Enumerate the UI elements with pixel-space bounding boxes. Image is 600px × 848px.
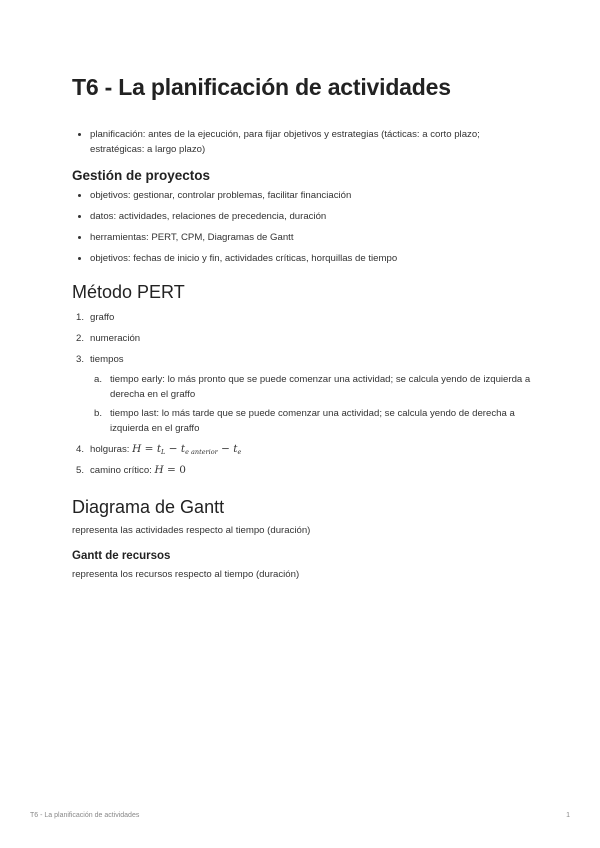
recursos-description: representa los recursos respecto al tiempo (duración) (72, 569, 300, 580)
math-symbol: H (154, 464, 164, 476)
list-item: objetivos: gestionar, controlar problemas, facilitar financiación (72, 188, 532, 203)
list-item: planificación: antes de la ejecución, para fijar objetivos y estrategias (tácticas: a corto plazo; estratégicas: a largo plazo) (72, 127, 532, 157)
document-content (72, 70, 532, 582)
list-number: 2. (76, 333, 85, 344)
list-number: 5. (76, 465, 85, 476)
math-operator: − (221, 443, 230, 455)
math-symbol: t (233, 443, 238, 455)
sub-list-item (90, 372, 532, 402)
page-title: T6 - La planificación de actividades (72, 74, 451, 100)
page-number: 1 (566, 812, 570, 819)
sub-list-item-text: tiempo early: lo más pronto que se puede comenzar una actividad; se calcula yendo de izquierda a derecha en el graffo (110, 374, 531, 400)
pert-list (72, 310, 532, 478)
list-item-text: graffo (90, 312, 115, 323)
list-item-text: numeración (90, 333, 141, 344)
gantt-description: representa las actividades respecto al tiempo (duración) (72, 525, 311, 536)
math-subscript: e anterior (185, 448, 218, 456)
page-footer (30, 812, 570, 819)
critico-formula (155, 464, 186, 476)
holgura-formula (132, 443, 241, 455)
math-operator: = (144, 443, 154, 455)
footer-title: T6 - La planificación de actividades (30, 812, 140, 819)
tiempos-sublist (90, 372, 532, 436)
math-symbol: H (132, 443, 142, 455)
list-item (72, 331, 532, 346)
math-symbol: t (156, 443, 162, 455)
list-item (72, 442, 532, 457)
list-item-text: camino crítico: (90, 465, 152, 476)
section-heading-recursos: Gantt de recursos (72, 550, 171, 562)
section-heading-gantt: Diagrama de Gantt (72, 497, 225, 517)
math-symbol: t (180, 443, 186, 455)
list-item (72, 463, 532, 478)
list-item-text: tiempos (90, 354, 124, 365)
list-letter: b. (94, 408, 103, 419)
list-item: objetivos: fechas de inicio y fin, actividades críticas, horquillas de tiempo (72, 251, 532, 266)
intro-list (72, 127, 532, 157)
math-operator: − (168, 443, 178, 455)
math-operator: = (167, 464, 176, 476)
list-number: 1. (76, 312, 85, 323)
section-heading-gestion: Gestión de proyectos (72, 168, 211, 183)
list-item: herramientas: PERT, CPM, Diagramas de Gantt (72, 230, 532, 245)
list-item (72, 310, 532, 325)
math-subscript: L (161, 448, 166, 456)
list-number: 3. (76, 354, 85, 365)
section-heading-pert: Método PERT (72, 282, 185, 302)
math-number: 0 (179, 464, 186, 476)
sub-list-item (90, 406, 532, 436)
list-letter: a. (94, 374, 103, 385)
gestion-list (72, 188, 532, 266)
list-number: 4. (76, 444, 85, 455)
list-item (72, 352, 532, 436)
list-item-text: holguras: (90, 444, 130, 455)
sub-list-item-text: tiempo last: lo más tarde que se puede comenzar una actividad; se calcula yendo de derecha a izquierda en el graffo (110, 408, 515, 434)
math-subscript: e (237, 448, 242, 456)
list-item: datos: actividades, relaciones de precedencia, duración (72, 209, 532, 224)
